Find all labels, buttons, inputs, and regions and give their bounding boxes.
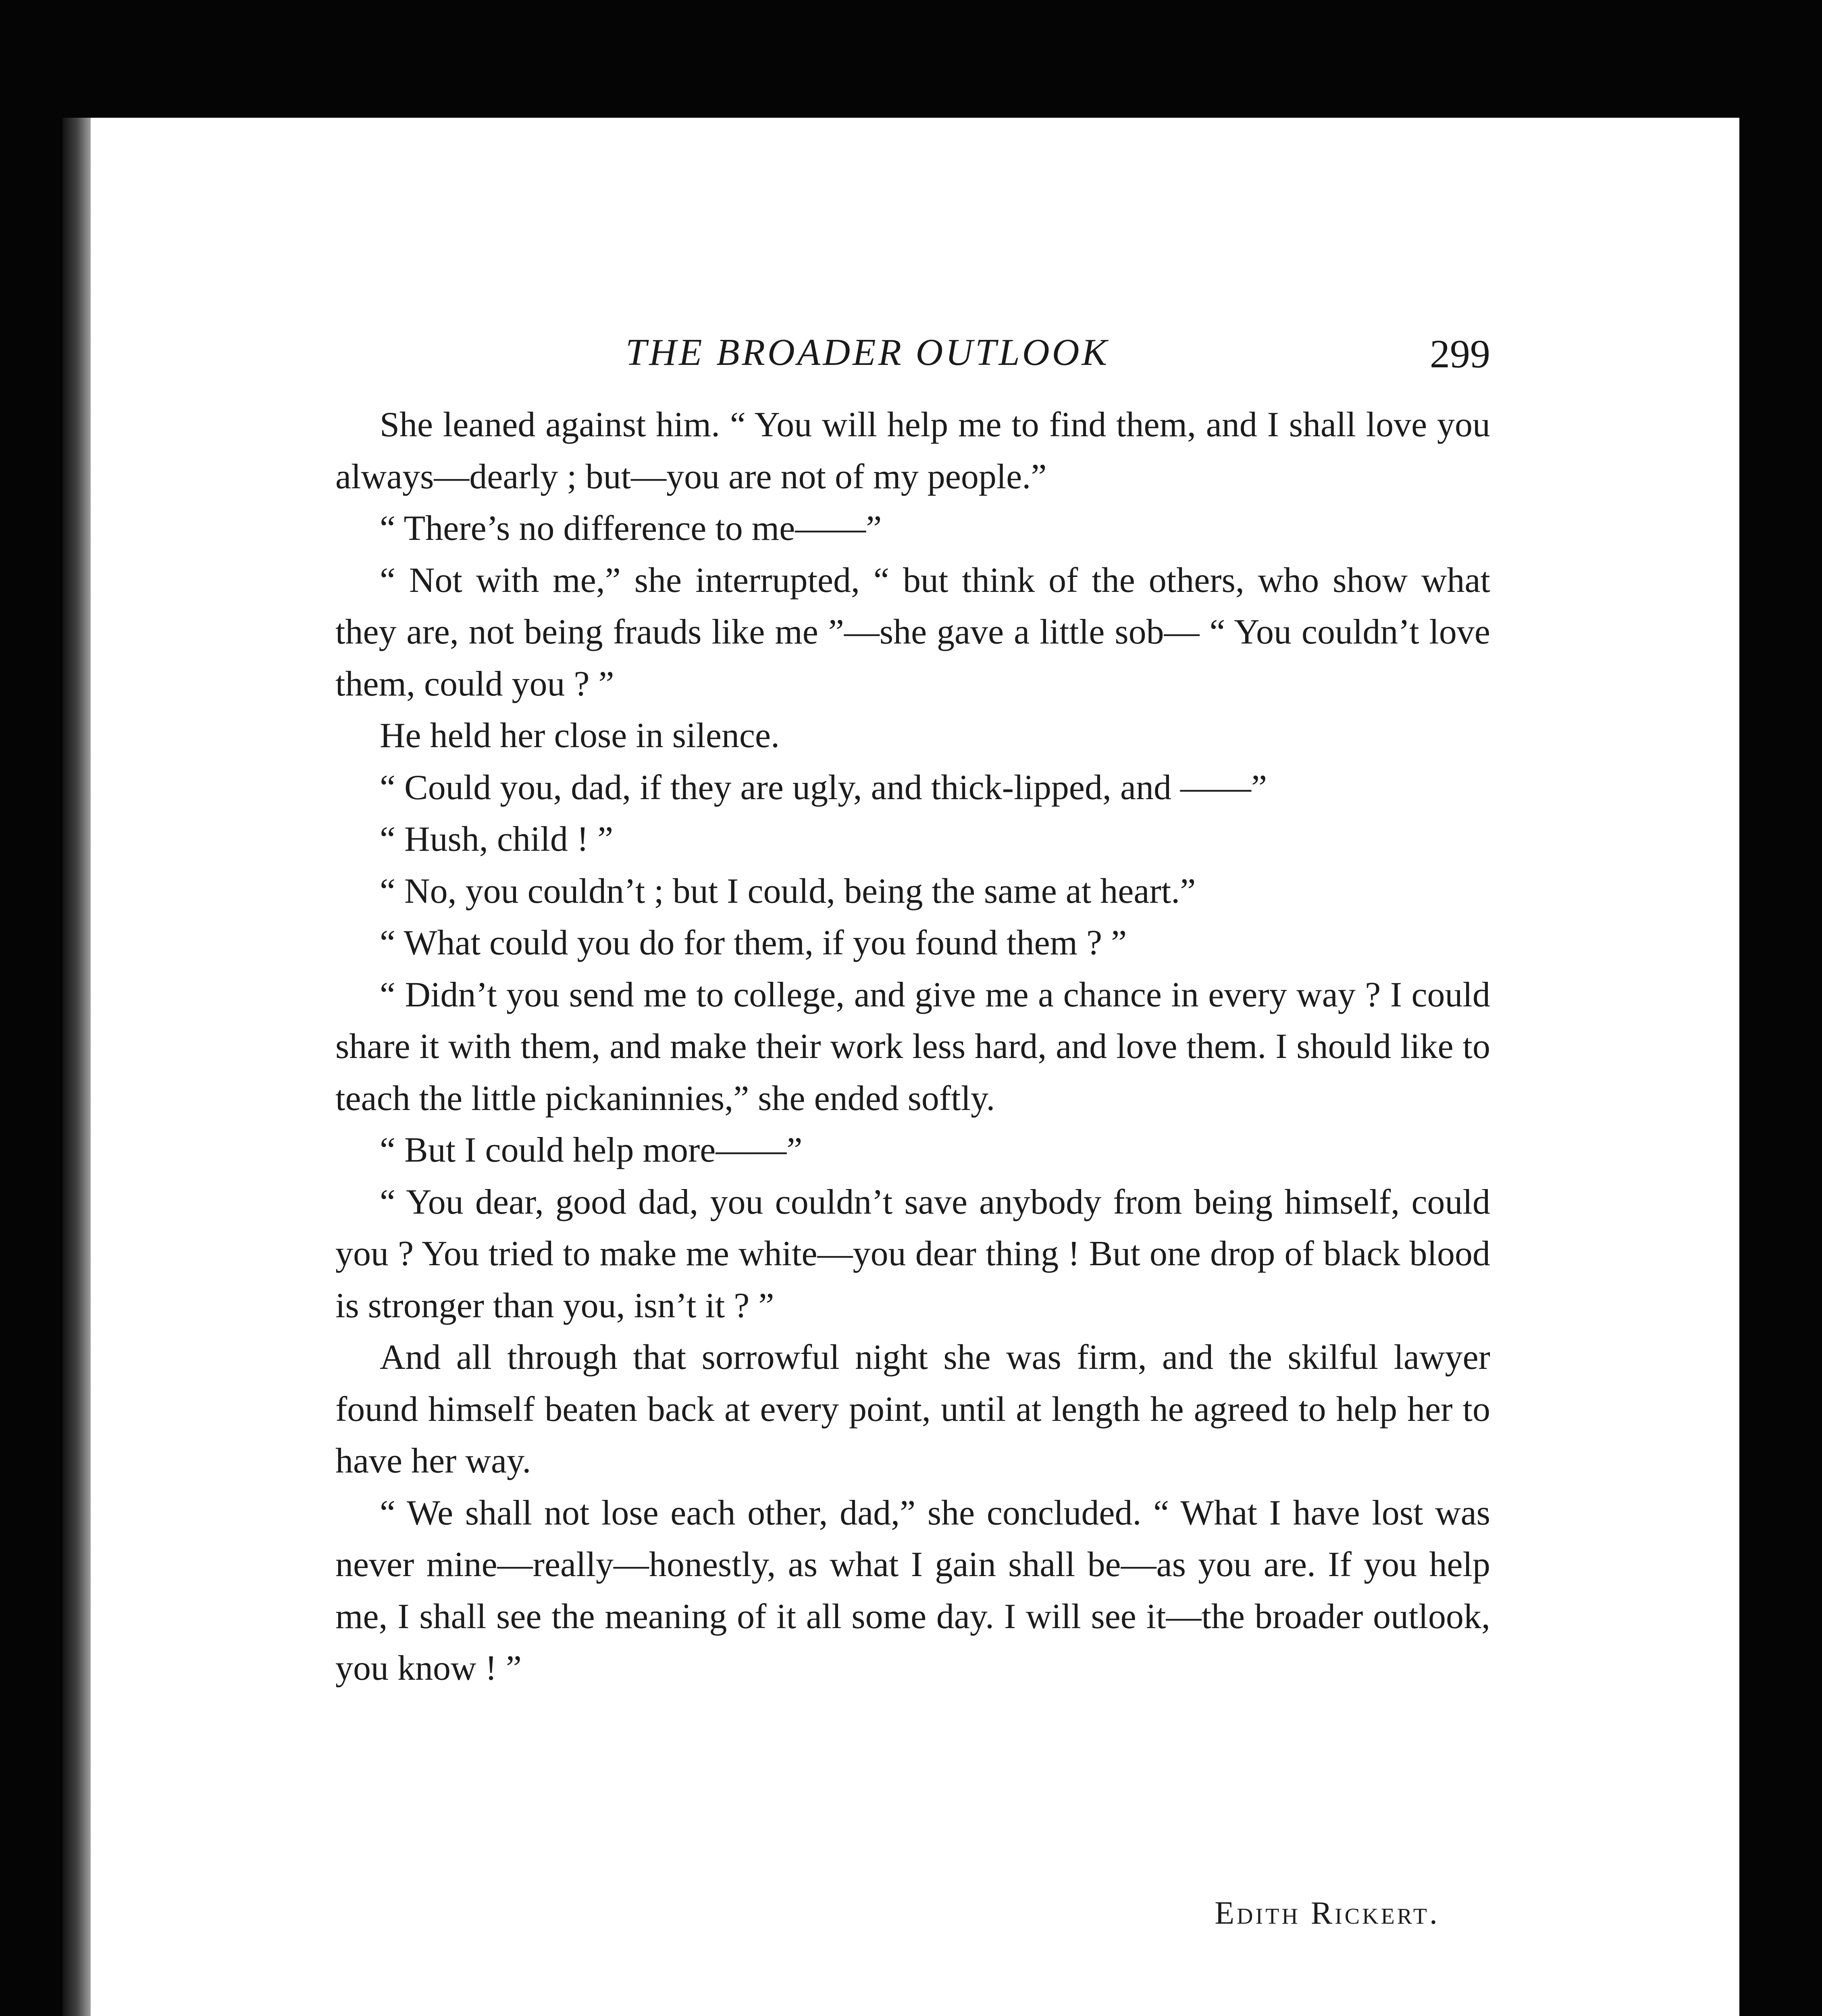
paragraph: “ Could you, dad, if they are ugly, and thick-lipped, and ——” [380, 768, 1267, 807]
paragraph: “ There’s no difference to me——” [380, 509, 882, 548]
page-number: 299 [1430, 331, 1490, 376]
paragraph: “ No, you couldn’t ; but I could, being the same at heart.” [380, 871, 1196, 911]
paragraph: “ We shall not lose each other, dad,” she concluded. “ What I have lost was never mine—really—honestly, as what I gain shall be—as you are. If you help me, I shall see the meaning of it all some day. I will see it—the broader outlook, you know ! ” [335, 1493, 1490, 1688]
running-head [335, 331, 1490, 379]
paragraph: She leaned against him. “ You will help me to find them, and I shall love you always—dearly ; but—you are not of my people.” [335, 405, 1490, 496]
body-text [335, 399, 1490, 1695]
running-title: THE BROADER OUTLOOK [626, 331, 1110, 373]
paragraph: “ What could you do for them, if you found them ? ” [380, 923, 1127, 962]
paragraph: “ You dear, good dad, you couldn’t save anybody from being himself, could you ? You tried to make me white—you dear thing ! But one drop of black blood is stronger than you, isn’t it ? ” [335, 1182, 1490, 1325]
paragraph: “ Not with me,” she interrupted, “ but think of the others, who show what they are, not being frauds like me ”—she gave a little sob— “ You couldn’t love them, could you ? ” [335, 560, 1490, 704]
author-signature: Edith Rickert. [1215, 1895, 1440, 1931]
paragraph: “ Hush, child ! ” [380, 820, 614, 859]
paragraph: “ Didn’t you send me to college, and give me a chance in every way ? I could share it with them, and make their work less hard, and love them. I should like to teach the little pickaninnies,” she ended softly. [335, 975, 1490, 1118]
paragraph: He held her close in silence. [380, 716, 780, 755]
paragraph: And all through that sorrowful night she was firm, and the skilful lawyer found himself beaten back at every point, until at length he agreed to help her to have her way. [335, 1338, 1490, 1481]
paragraph: “ But I could help more——” [380, 1131, 803, 1170]
